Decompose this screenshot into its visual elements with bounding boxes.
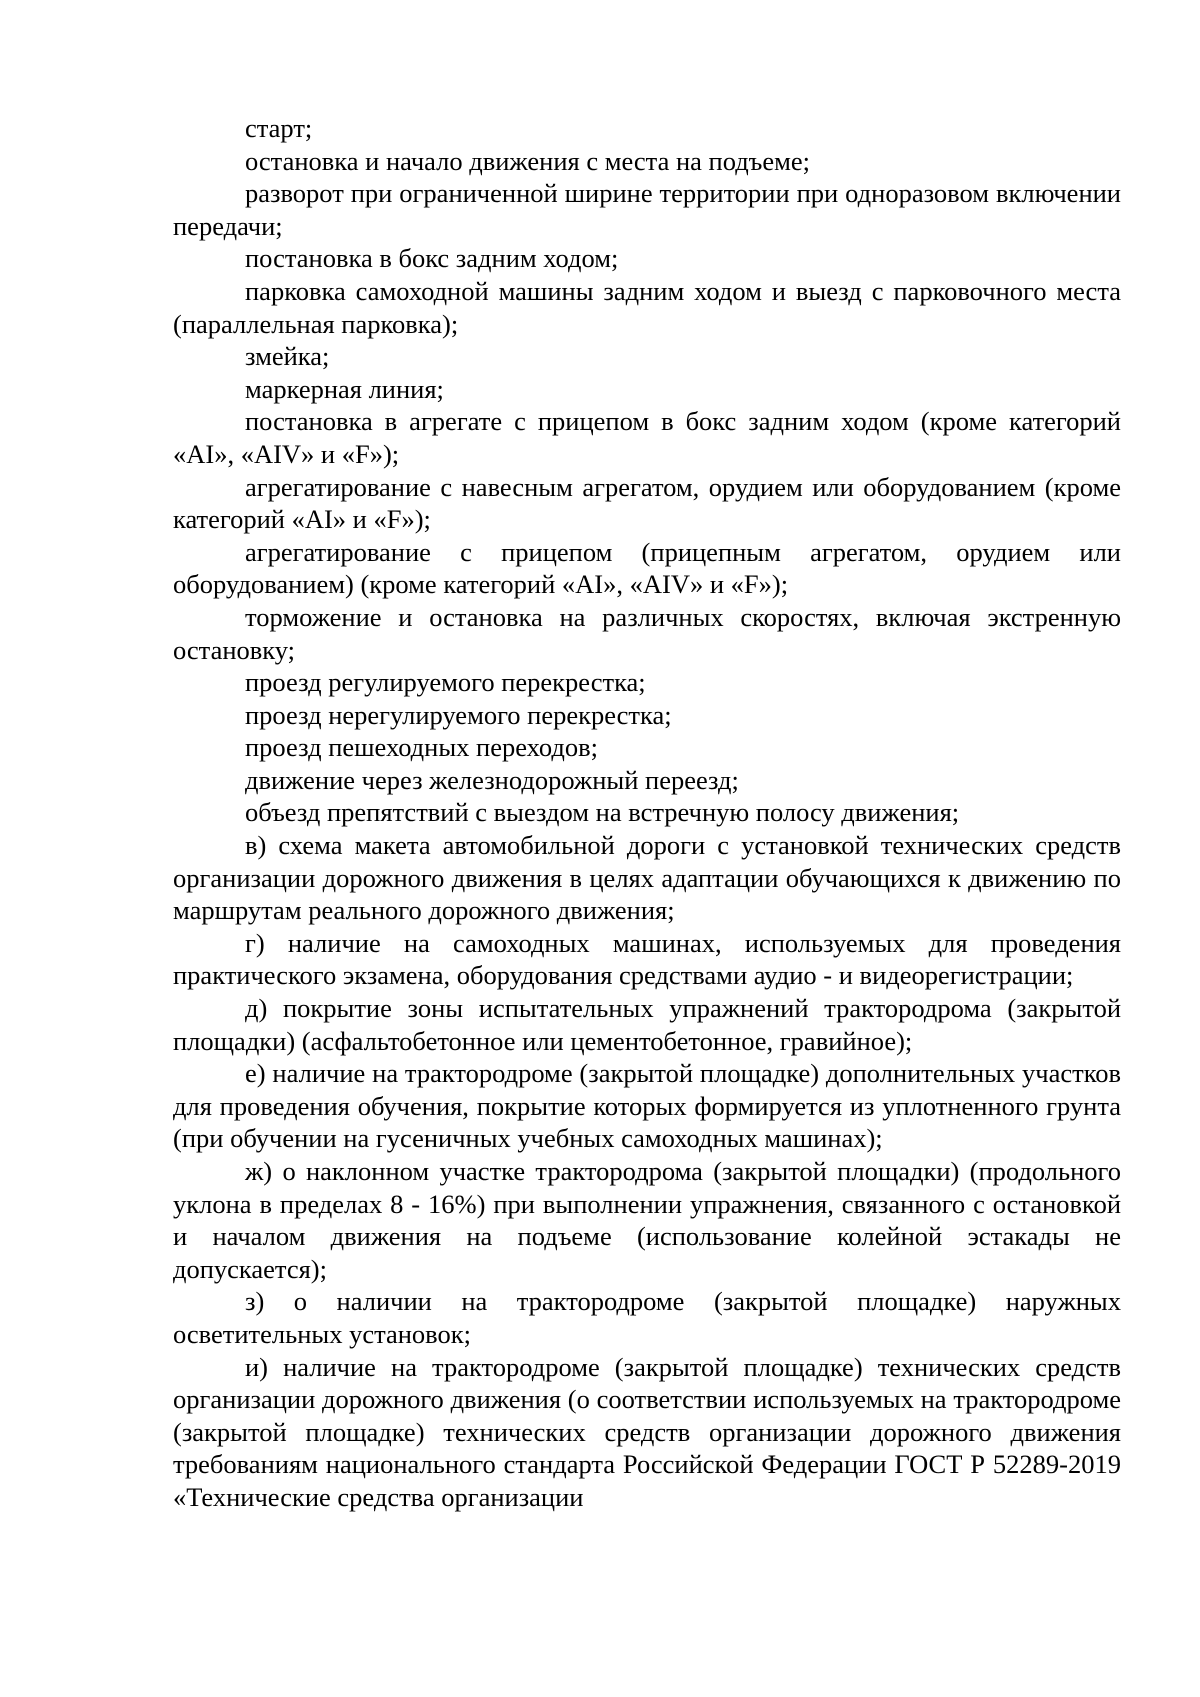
paragraph: ж) о наклонном участке трактородрома (закрытой площадки) (продольного уклона в пределах 8 - 16%) при выполнении упражнения, связанного с остановкой и началом движения на подъеме (использование колейной эстакады не допускается); bbox=[173, 1156, 1121, 1284]
paragraph: проезд нерегулируемого перекрестка; bbox=[245, 699, 672, 730]
paragraph: агрегатирование с навесным агрегатом, орудием или оборудованием (кроме категорий «AI» и «F»); bbox=[173, 471, 1121, 535]
paragraph: агрегатирование с прицепом (прицепным агрегатом, орудием или оборудованием) (кроме категорий «AI», «AIV» и «F»); bbox=[173, 536, 1121, 600]
paragraph: объезд препятствий с выездом на встречную полосу движения; bbox=[245, 797, 960, 828]
paragraph: г) наличие на самоходных машинах, используемых для проведения практического экзамена, оборудования средствами аудио - и видеорегистрации; bbox=[173, 927, 1121, 991]
paragraph: змейка; bbox=[245, 341, 330, 372]
paragraph: старт; bbox=[245, 113, 313, 143]
paragraph: остановка и начало движения с места на подъеме; bbox=[245, 145, 811, 176]
paragraph: постановка в агрегате с прицепом в бокс задним ходом (кроме категорий «AI», «AIV» и «F»); bbox=[173, 406, 1121, 469]
paragraph: парковка самоходной машины задним ходом и выезд с парковочного места (параллельная парковка); bbox=[173, 275, 1121, 339]
paragraph: проезд пешеходных переходов; bbox=[245, 732, 598, 763]
paragraph: проезд регулируемого перекрестка; bbox=[245, 667, 646, 698]
paragraph: е) наличие на трактородроме (закрытой площадке) дополнительных участков для проведения обучения, покрытие которых формируется из уплотненного грунта (при обучении на гусеничных учебных самоходных машинах); bbox=[173, 1058, 1121, 1154]
paragraph: постановка в бокс задним ходом; bbox=[245, 243, 619, 274]
paragraph: в) схема макета автомобильной дороги с установкой технических средств организации дорожного движения в целях адаптации обучающихся к движению по маршрутам реального дорожного движения; bbox=[173, 830, 1121, 926]
paragraph: и) наличие на трактородроме (закрытой площадке) технических средств организации дорожного движения (о соответствии используемых на трактородроме (закрытой площадке) технических средств организации дорожного движения требованиям национального стандарта Российской Федерации ГОСТ Р 52289-2019 «Технические средства организации bbox=[173, 1351, 1121, 1512]
paragraph: маркерная линия; bbox=[245, 373, 444, 404]
paragraph: разворот при ограниченной ширине территории при одноразовом включении передачи; bbox=[173, 178, 1121, 241]
paragraph: д) покрытие зоны испытательных упражнений трактородрома (закрытой площадки) (асфальтобетонное или цементобетонное, гравийное); bbox=[173, 993, 1121, 1056]
document-body bbox=[173, 112, 1121, 1514]
paragraph: движение через железнодорожный переезд; bbox=[245, 764, 739, 795]
paragraph: з) о наличии на трактородроме (закрытой площадке) наружных осветительных установок; bbox=[173, 1286, 1121, 1349]
paragraph: торможение и остановка на различных скоростях, включая экстренную остановку; bbox=[173, 601, 1121, 665]
